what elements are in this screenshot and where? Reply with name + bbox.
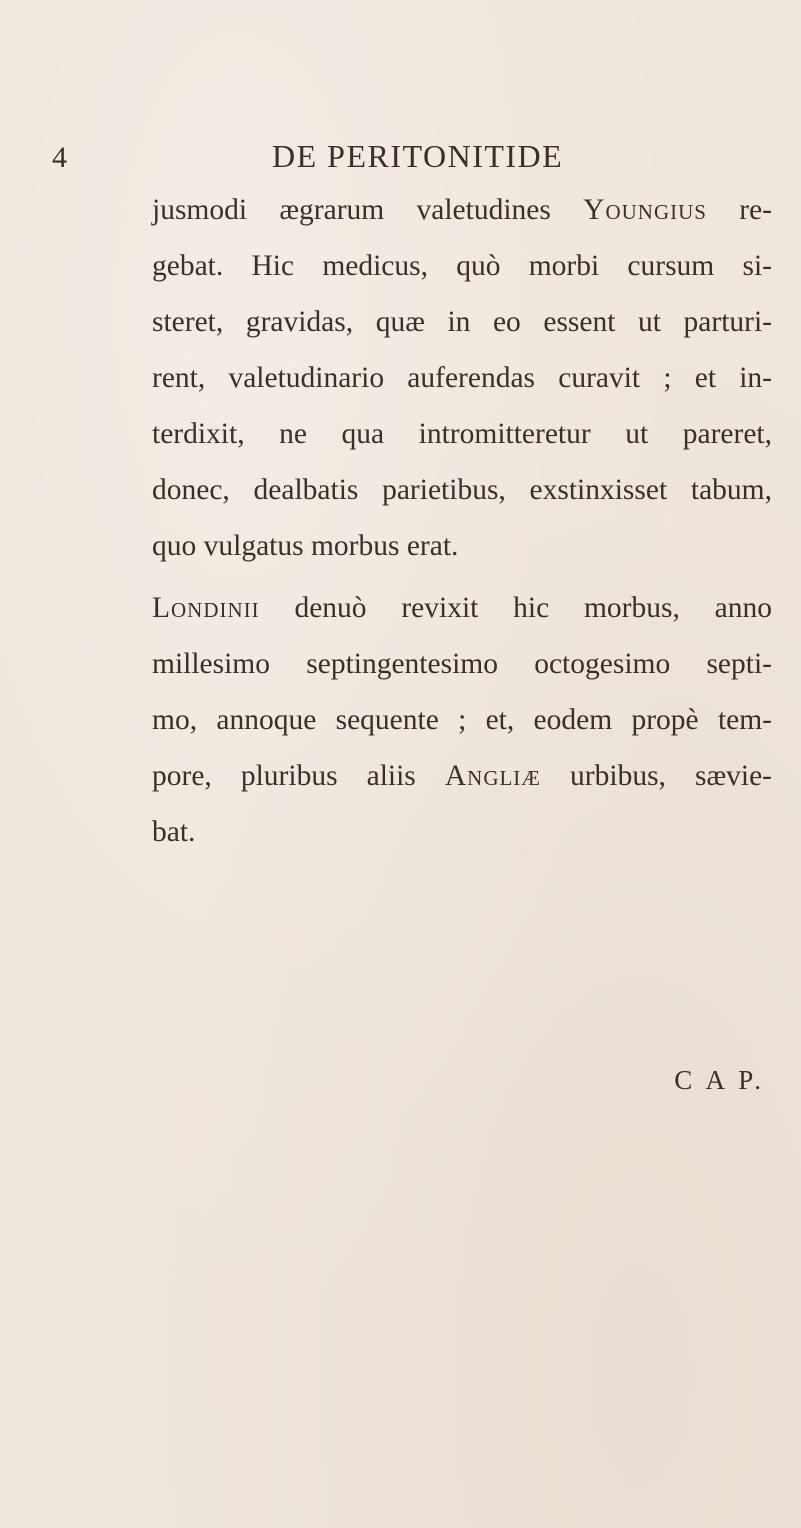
text-line: pore, pluribus aliis Angliæ urbibus, sævie- — [152, 760, 772, 792]
text-line: steret, gravidas, quæ in eo essent ut parturi- — [152, 306, 772, 338]
text-line: bat. — [152, 816, 196, 848]
proper-name-londinii: Londinii — [152, 592, 260, 624]
text-line: jusmodi ægrarum valetudines Youngius re- — [152, 194, 772, 226]
text-line: millesimo septingentesimo octogesimo septi- — [152, 648, 772, 680]
text-line: mo, annoque sequente ; et, eodem propè tem- — [152, 704, 772, 736]
text-line: Londinii denuò revixit hic morbus, anno — [152, 592, 772, 624]
paragraph-1 — [152, 182, 772, 574]
page-number: 4 — [52, 141, 67, 174]
proper-name-angliae: Angliæ — [444, 760, 541, 792]
proper-name-youngius: Youngius — [583, 194, 707, 226]
text-line: donec, dealbatis parietibus, exstinxisset tabum, — [152, 474, 772, 506]
paragraph-2 — [152, 580, 772, 860]
catchword: C A P. — [674, 1065, 765, 1095]
page-header — [52, 138, 772, 178]
text-line: gebat. Hic medicus, quò morbi cursum si- — [152, 250, 772, 282]
text-line: quo vulgatus morbus erat. — [152, 530, 459, 562]
running-title: DE PERITONITIDE — [272, 138, 564, 174]
text-line: terdixit, ne qua intromitteretur ut pareret, — [152, 418, 772, 450]
text-line: rent, valetudinario auferendas curavit ; et in- — [152, 362, 772, 394]
